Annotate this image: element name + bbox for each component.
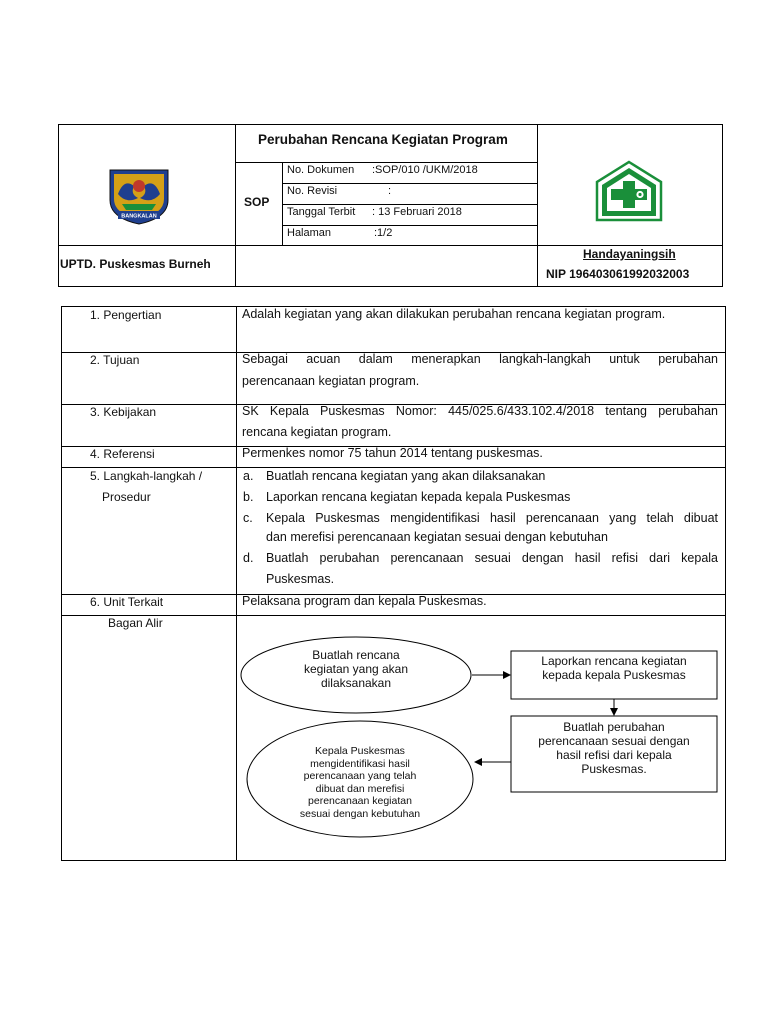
unit-terkait-text: Pelaksana program dan kepala Puskesmas.: [242, 594, 487, 608]
step-d-line-2: Puskesmas.: [266, 572, 335, 586]
signer-name: Handayaningsih: [583, 247, 676, 261]
puskesmas-logo-icon: [594, 160, 664, 222]
referensi-text: Permenkes nomor 75 tahun 2014 tentang puskesmas.: [242, 446, 543, 460]
step-b-text: Laporkan rencana kegiatan kepada kepala Puskesmas: [266, 490, 571, 504]
prosedur-label: Prosedur: [102, 490, 151, 504]
page-value: :1/2: [374, 227, 393, 239]
revision-value: :: [388, 185, 392, 197]
langkah-label: 5. Langkah-langkah /: [90, 469, 203, 483]
step-d-marker: d.: [243, 551, 254, 565]
pengertian-text: Adalah kegiatan yang akan dilakukan perubahan rencana kegiatan program.: [242, 307, 666, 321]
issue-date-label: Tanggal Terbit: [287, 206, 356, 218]
step-c-line-1: Kepala Puskesmas mengidentifikasi hasil perencanaan yang telah dibuat: [266, 511, 718, 525]
pengertian-label: 1. Pengertian: [90, 308, 162, 322]
doc-number-label: No. Dokumen: [287, 164, 355, 176]
kebijakan-label: 3. Kebijakan: [90, 405, 157, 419]
step-a-text: Buatlah rencana kegiatan yang akan dilaksanakan: [266, 469, 546, 483]
step-c-line-2: dan merefisi perencanaan kegiatan sesuai dengan kebutuhan: [266, 530, 608, 544]
flow-node-2-text: Laporkan rencana kegiatan kepada kepala Puskesmas: [541, 654, 687, 682]
tujuan-label: 2. Tujuan: [90, 353, 140, 367]
revision-label: No. Revisi: [287, 185, 338, 197]
bagan-alir-label: Bagan Alir: [108, 616, 163, 630]
unit-terkait-label: 6. Unit Terkait: [90, 595, 164, 609]
flow-node-4-text: Kepala Puskesmas mengidentifikasi hasil perencanaan yang telah dibuat dan merefisi perencanaan kegiatan sesuai dengan kebutuhan: [299, 745, 421, 820]
step-a-marker: a.: [243, 469, 254, 483]
page-label: Halaman: [287, 227, 332, 239]
flow-node-1-text: Buatlah rencana kegiatan yang akan dilaksanakan: [303, 648, 409, 690]
issue-date-value: : 13 Februari 2018: [372, 206, 462, 218]
sop-label: SOP: [244, 195, 270, 209]
doc-number-value: :SOP/010 /UKM/2018: [372, 164, 478, 176]
tujuan-line-2: perencanaan kegiatan program.: [242, 374, 420, 388]
step-b-marker: b.: [243, 490, 254, 504]
kebijakan-line-1: SK Kepala Puskesmas Nomor: 445/025.6/433.102.4/2018 tentang perubahan: [242, 404, 718, 418]
logo-caption: BANGKALAN: [121, 213, 157, 220]
step-d-line-1: Buatlah perubahan perencanaan sesuai dengan hasil refisi dari kepala: [266, 551, 718, 565]
referensi-label: 4. Referensi: [90, 447, 155, 461]
signer-nip: NIP 196403061992032003: [546, 267, 690, 281]
tujuan-line-1: Sebagai acuan dalam menerapkan langkah-langkah untuk perubahan: [242, 352, 718, 366]
bangkalan-logo-icon: [104, 164, 174, 226]
kebijakan-line-2: rencana kegiatan program.: [242, 425, 392, 439]
step-c-marker: c.: [243, 511, 253, 525]
org-name: UPTD. Puskesmas Burneh: [60, 257, 211, 271]
flow-node-3-text: Buatlah perubahan perencanaan sesuai dengan hasil refisi dari kepala Puskesmas.: [538, 720, 690, 776]
page-title: Perubahan Rencana Kegiatan Program: [258, 132, 508, 147]
